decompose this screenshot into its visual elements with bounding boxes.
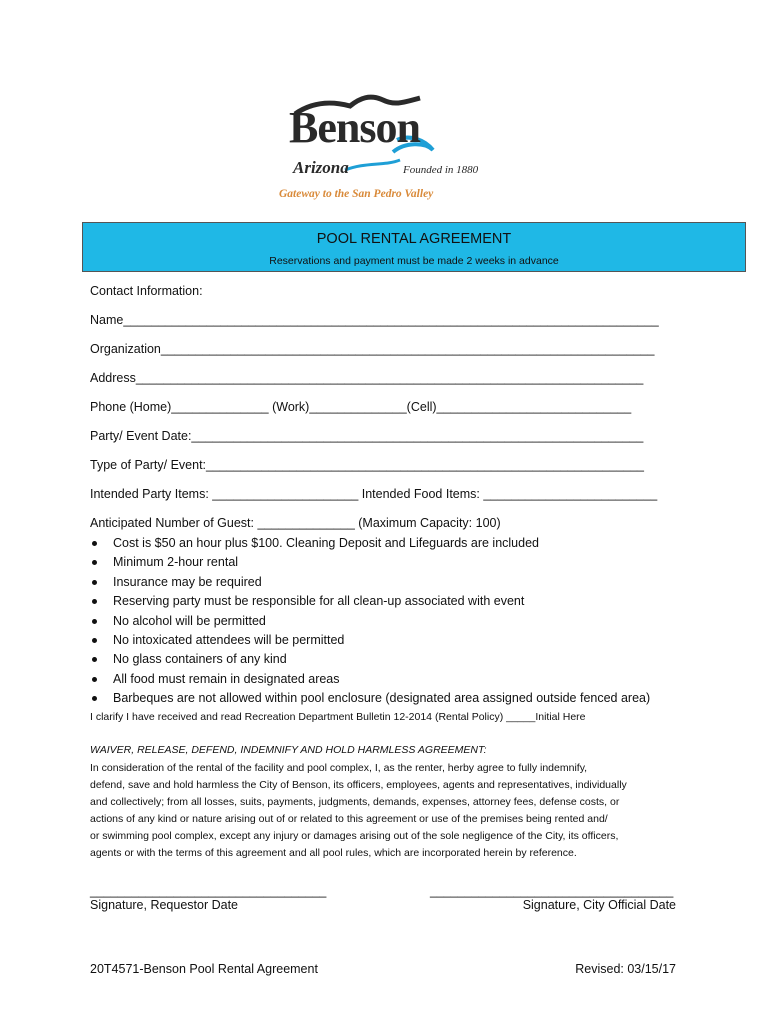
waiver-line: actions of any kind or nature arising out of or related to this agreement or use of the premises being rented and/ (90, 813, 608, 825)
list-item: All food must remain in designated areas (90, 670, 690, 689)
list-item: No intoxicated attendees will be permitted (90, 631, 690, 650)
party-type-field[interactable]: Type of Party/ Event:_______________________________________________________________ (90, 458, 644, 472)
contact-heading: Contact Information: (90, 284, 203, 298)
list-item: No alcohol will be permitted (90, 612, 690, 631)
page-title: POOL RENTAL AGREEMENT (316, 231, 512, 247)
page-subtitle: Reservations and payment must be made 2 weeks in advance (269, 255, 559, 267)
waiver-heading: WAIVER, RELEASE, DEFEND, INDEMNIFY AND HOLD HARMLESS AGREEMENT: (90, 744, 487, 756)
rules-list (90, 534, 690, 709)
phone-fields[interactable]: Phone (Home)______________ (Work)______________(Cell)____________________________ (90, 400, 632, 414)
waiver-line: In consideration of the rental of the facility and pool complex, I, as the renter, herby agree to fully indemnify, (90, 762, 588, 774)
name-field[interactable]: Name_____________________________________________________________________________ (90, 313, 659, 327)
benson-logo (275, 92, 497, 210)
logo-name: Benson (289, 103, 420, 152)
list-item: Barbeques are not allowed within pool enclosure (designated area assigned outside fenced area) (90, 689, 690, 708)
list-item: No glass containers of any kind (90, 650, 690, 669)
list-item: Insurance may be required (90, 573, 690, 592)
address-field[interactable]: Address_________________________________________________________________________ (90, 371, 644, 385)
footer-document-id: 20T4571-Benson Pool Rental Agreement (90, 962, 318, 976)
list-item: Cost is $50 an hour plus $100. Cleaning Deposit and Lifeguards are included (90, 534, 690, 553)
title-banner (82, 222, 746, 272)
list-item: Minimum 2-hour rental (90, 553, 690, 572)
requestor-signature-label: Signature, Requestor Date (90, 898, 239, 912)
waiver-body (90, 760, 690, 862)
waiver-line: defend, save and hold harmless the City of Benson, its officers, employees, agents and representatives, individually (90, 779, 627, 791)
logo-tagline: Gateway to the San Pedro Valley (279, 188, 434, 200)
waiver-line: and collectively; from all losses, suits, payments, judgments, demands, expenses, attorney fees, defense costs, or (90, 796, 620, 808)
footer-revised-date: Revised: 03/15/17 (575, 962, 676, 976)
list-item: Reserving party must be responsible for all clean-up associated with event (90, 592, 690, 611)
organization-field[interactable]: Organization_______________________________________________________________________ (90, 342, 655, 356)
logo-founded: Founded in 1880 (403, 164, 479, 176)
party-food-items-fields[interactable]: Intended Party Items: _____________________ Intended Food Items: _________________________ (90, 487, 658, 501)
official-signature-line[interactable]: ___________________________________ (430, 884, 674, 898)
waiver-line: agents or with the terms of this agreement and all pool rules, which are incorporated herein by reference. (90, 847, 577, 859)
logo-state: Arizona (293, 158, 349, 177)
official-signature-label: Signature, City Official Date (522, 898, 676, 912)
clarify-initial-line[interactable]: I clarify I have received and read Recreation Department Bulletin 12-2014 (Rental Policy) _____Initial Here (90, 711, 586, 723)
requestor-signature-line[interactable]: __________________________________ (90, 884, 327, 898)
guest-count-field[interactable]: Anticipated Number of Guest: ______________ (Maximum Capacity: 100) (90, 516, 501, 530)
waiver-line: or swimming pool complex, except any injury or damages arising out of the sole negligence of the City, its officers, (90, 830, 619, 842)
event-date-field[interactable]: Party/ Event Date:_________________________________________________________________ (90, 429, 644, 443)
